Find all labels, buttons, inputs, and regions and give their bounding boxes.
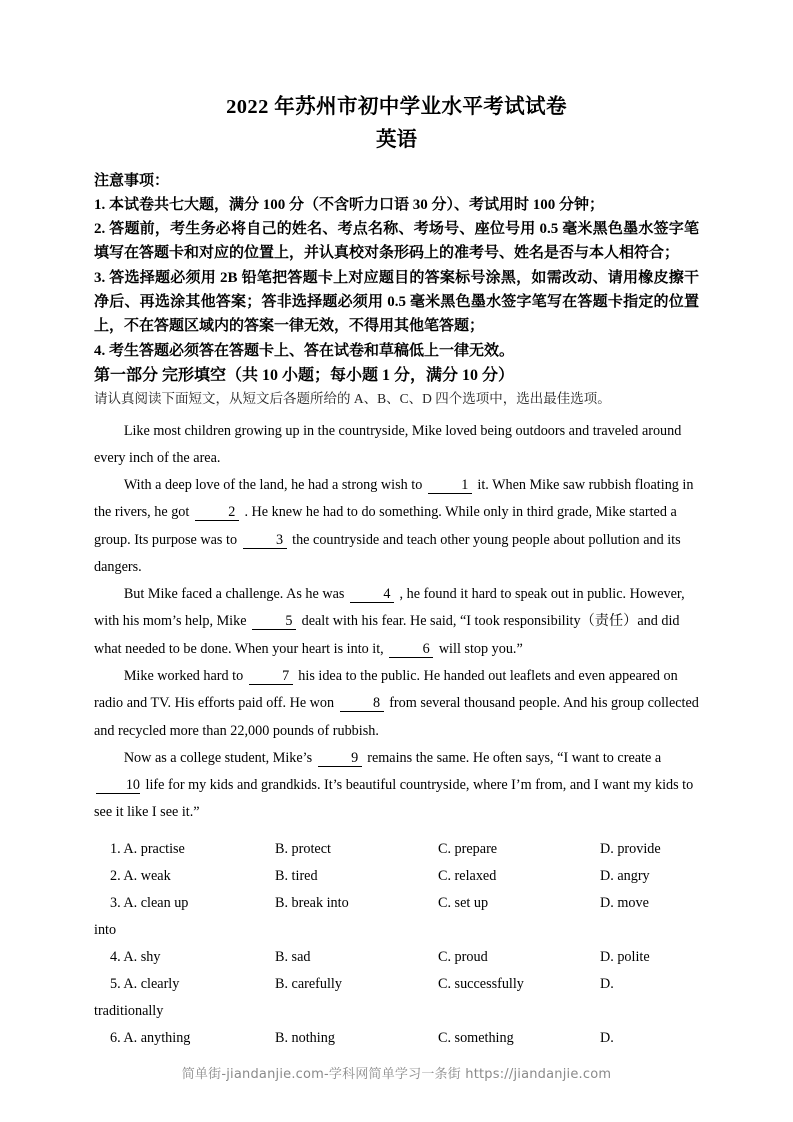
section-instruction: 请认真阅读下面短文，从短文后各题所给的 A、B、C、D 四个选项中，选出最佳选项。 <box>94 390 611 406</box>
passage-text: Like most children growing up in the countryside, Mike loved being outdoors and traveled around every inch of the area. <box>94 422 682 466</box>
section-heading-part-one: 第一部分 完形填空（共 10 小题；每小题 1 分，满分 10 分） <box>94 366 515 384</box>
option-d-wrap-5: traditionally <box>94 1002 164 1019</box>
question-row-5 <box>94 971 699 998</box>
option-c[interactable]: C. relaxed <box>438 867 497 884</box>
option-d-wrap-3: into <box>94 921 117 938</box>
passage-text: Mike worked hard to <box>123 667 244 684</box>
option-c[interactable]: C. successfully <box>438 975 524 992</box>
passage-text: it. When Mike saw rubbish floating in the rivers, he got <box>94 477 694 521</box>
notice-item-3: 3. 答选择题必须用 2B 铅笔把答题卡上对应题目的答案标号涂黑，如需改动、请用橡皮擦干净后、再选涂其他答案；答非选择题必须用 0.5 毫米黑色墨水签字笔写在答题卡指定的位置上，不在答题区域内的答案一律无效，不得用其他笔答题； <box>94 269 699 335</box>
notice-section <box>94 169 699 363</box>
notice-heading: 注意事项： <box>94 172 170 189</box>
question-row-4 <box>94 944 699 971</box>
option-b[interactable]: B. protect <box>275 840 331 857</box>
option-b[interactable]: B. tired <box>275 867 318 884</box>
blank-1[interactable]: 1 <box>428 478 472 494</box>
option-d[interactable]: D. angry <box>600 867 650 884</box>
passage-text: will stop you.” <box>438 640 523 657</box>
option-d[interactable]: D. <box>600 1030 614 1047</box>
option-c[interactable]: C. set up <box>438 894 489 911</box>
blank-10[interactable]: 10 <box>96 778 140 794</box>
question-row-1 <box>94 836 699 863</box>
question-row-2 <box>94 863 699 890</box>
option-c[interactable]: C. something <box>438 1030 514 1047</box>
notice-item-4: 4. 考生答题必须答在答题卡上、答在试卷和草稿低上一律无效。 <box>94 342 515 359</box>
passage-paragraph-2 <box>94 472 699 581</box>
passage-text: Now as a college student, Mike’s <box>123 749 313 766</box>
option-a[interactable]: 6. A. anything <box>110 1030 191 1047</box>
answer-options-list <box>94 836 699 1053</box>
blank-7[interactable]: 7 <box>249 669 293 685</box>
option-c[interactable]: C. prepare <box>438 840 498 857</box>
blank-8[interactable]: 8 <box>340 696 384 712</box>
cloze-passage <box>94 418 699 827</box>
blank-3[interactable]: 3 <box>243 533 287 549</box>
page-subtitle: 英语 <box>376 128 417 151</box>
passage-paragraph-5 <box>94 745 699 827</box>
option-d[interactable]: D. polite <box>600 948 650 965</box>
passage-text: But Mike faced a challenge. As he was <box>123 586 345 603</box>
passage-paragraph-1 <box>94 418 699 473</box>
notice-item-2: 2. 答题前，考生务必将自己的姓名、考点名称、考场号、座位号用 0.5 毫米黑色墨水签字笔填写在答题卡和对应的位置上，并认真校对条形码上的准考号、姓名是否与本人相符合； <box>94 221 699 262</box>
option-c[interactable]: C. proud <box>438 948 488 965</box>
blank-6[interactable]: 6 <box>389 642 433 658</box>
option-d[interactable]: D. move <box>600 894 649 911</box>
passage-text: . He knew he had to do something. While only in third grade, Mike started a group. Its purpose was to <box>94 504 677 548</box>
blank-2[interactable]: 2 <box>195 505 239 521</box>
passage-text: remains the same. He often says, “I want to create a <box>367 749 662 766</box>
question-row-3 <box>94 890 699 917</box>
option-a[interactable]: 2. A. weak <box>110 867 171 884</box>
blank-5[interactable]: 5 <box>252 614 296 630</box>
passage-text: from several thousand people. And his group collected and recycled more than 22,000 pounds of rubbish. <box>94 695 699 739</box>
passage-text: dealt with his fear. He said, “I took responsibility（责任）and did what needed to be done. When your heart is into it, <box>94 613 680 657</box>
option-a[interactable]: 3. A. clean up <box>110 894 189 911</box>
passage-paragraph-4 <box>94 663 699 745</box>
notice-item-1: 1. 本试卷共七大题，满分 100 分（不含听力口语 30 分）、考试用时 100 分钟； <box>94 196 605 213</box>
passage-text: his idea to the public. He handed out leaflets and even appeared on radio and TV. His efforts paid off. He won <box>94 667 678 712</box>
passage-text: , he found it hard to speak out in public. However, with his mom’s help, Mike <box>94 586 685 630</box>
option-d[interactable]: D. provide <box>600 840 661 857</box>
option-b[interactable]: B. nothing <box>275 1030 335 1047</box>
option-a[interactable]: 5. A. clearly <box>110 975 180 992</box>
option-a[interactable]: 1. A. practise <box>110 840 185 857</box>
option-b[interactable]: B. break into <box>275 894 349 911</box>
passage-text: the countryside and teach other young people about pollution and its dangers. <box>94 531 681 575</box>
option-b[interactable]: B. carefully <box>275 975 342 992</box>
passage-text: With a deep love of the land, he had a strong wish to <box>123 477 423 494</box>
question-row-6 <box>94 1025 699 1052</box>
option-d[interactable]: D. <box>600 975 614 992</box>
page-title: 2022 年苏州市初中学业水平考试试卷 <box>226 96 567 118</box>
option-b[interactable]: B. sad <box>275 948 311 965</box>
blank-4[interactable]: 4 <box>350 587 394 603</box>
passage-text: life for my kids and grandkids. It’s beautiful countryside, where I’m from, and I want my kids to see it like I see it.” <box>94 777 694 821</box>
option-a[interactable]: 4. A. shy <box>110 948 161 965</box>
footer-watermark: 简单街-jiandanjie.com-学科网简单学习一条街 https://jiandanjie.com <box>181 1067 612 1082</box>
passage-paragraph-3 <box>94 581 699 663</box>
title-block <box>94 0 699 156</box>
blank-9[interactable]: 9 <box>318 751 362 767</box>
